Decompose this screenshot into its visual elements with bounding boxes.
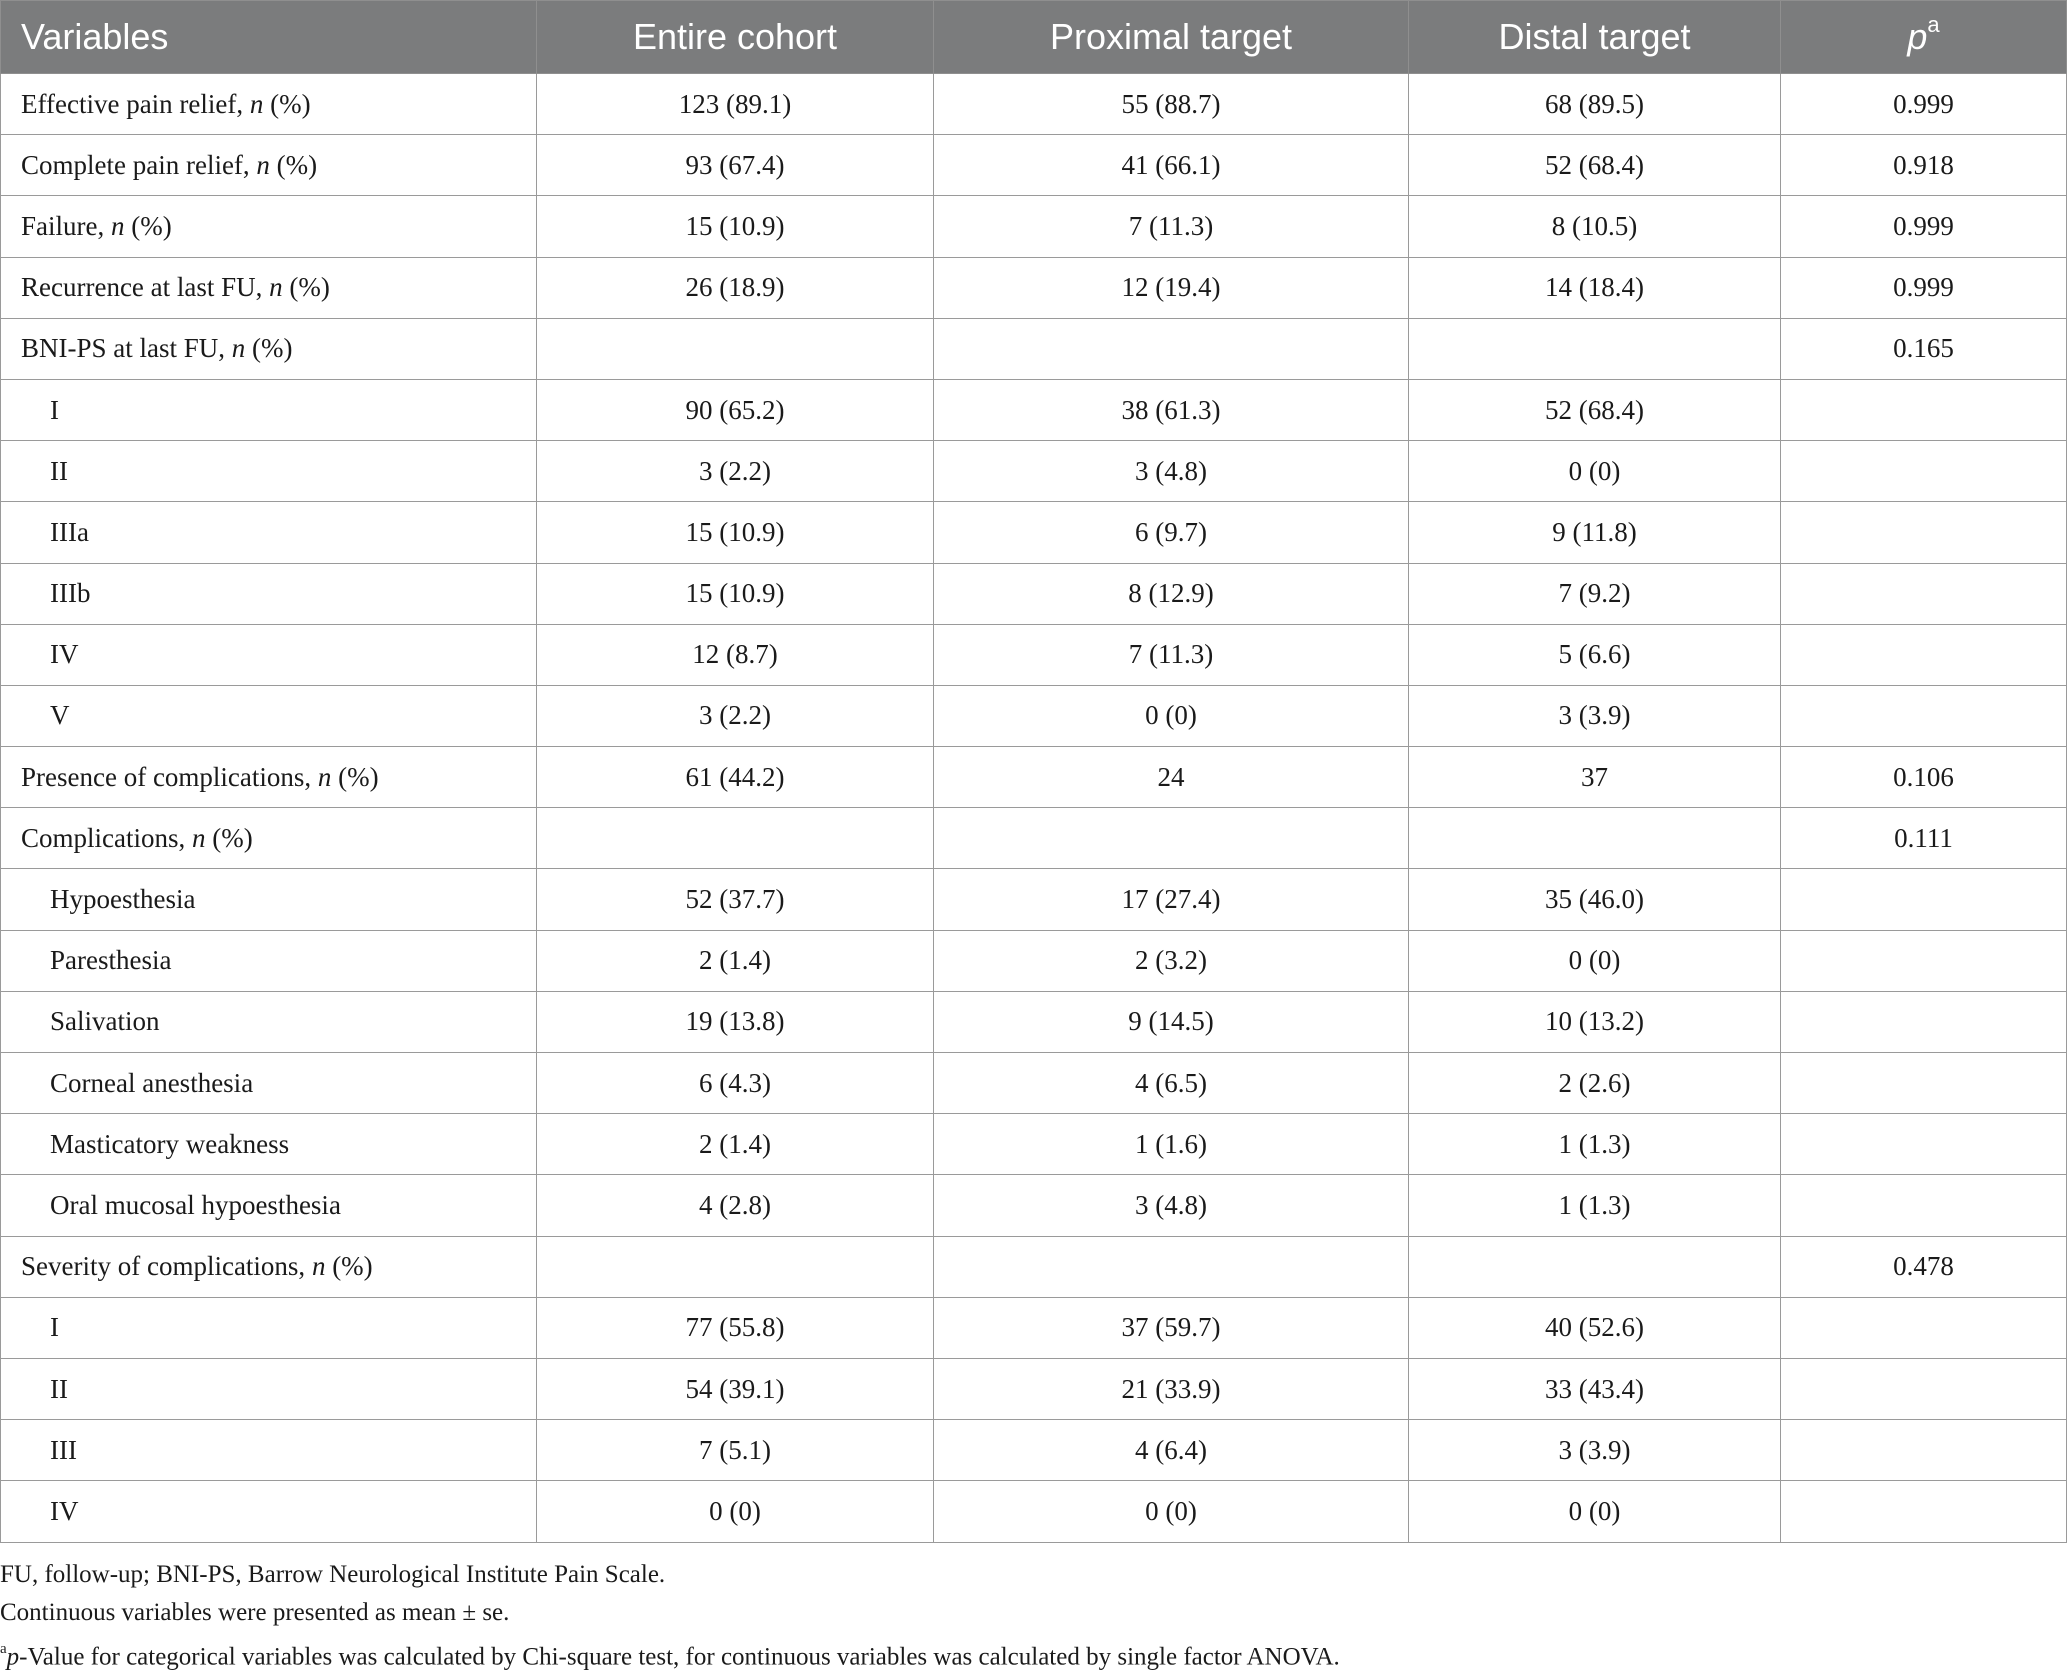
variable-unit: (%) xyxy=(124,210,172,241)
table-row xyxy=(1,563,2067,624)
cell-distal-target: 0 (0) xyxy=(1409,441,1781,502)
table-row xyxy=(1,1053,2067,1114)
table-row xyxy=(1,379,2067,440)
cell-variable xyxy=(1,1175,537,1236)
cell-entire-cohort: 54 (39.1) xyxy=(537,1358,934,1419)
variable-unit: (%) xyxy=(325,1251,373,1282)
cell-p-value: 0.106 xyxy=(1781,747,2067,808)
variable-unit: (%) xyxy=(269,149,318,180)
cell-variable xyxy=(1,135,537,196)
cell-p-value xyxy=(1781,991,2067,1052)
cell-p-value xyxy=(1781,379,2067,440)
cell-entire-cohort: 90 (65.2) xyxy=(537,379,934,440)
table-row xyxy=(1,624,2067,685)
cell-p-value xyxy=(1781,1358,2067,1419)
cell-entire-cohort xyxy=(537,808,934,869)
cell-variable xyxy=(1,563,537,624)
table-row xyxy=(1,747,2067,808)
cell-entire-cohort: 0 (0) xyxy=(537,1481,934,1542)
cell-p-value xyxy=(1781,441,2067,502)
variable-label: IIIb xyxy=(50,578,91,609)
cell-p-value xyxy=(1781,563,2067,624)
variable-label: Hypoesthesia xyxy=(50,884,196,915)
variable-label: Corneal anesthesia xyxy=(50,1067,254,1098)
cell-entire-cohort: 123 (89.1) xyxy=(537,74,934,135)
cell-entire-cohort: 12 (8.7) xyxy=(537,624,934,685)
cell-variable xyxy=(1,624,537,685)
table-row xyxy=(1,1358,2067,1419)
cell-p-value: 0.111 xyxy=(1781,808,2067,869)
cell-p-value xyxy=(1781,1481,2067,1542)
cell-distal-target: 5 (6.6) xyxy=(1409,624,1781,685)
variable-label: BNI-PS at last FU, xyxy=(21,333,232,364)
cell-distal-target: 0 (0) xyxy=(1409,1481,1781,1542)
variable-unit: (%) xyxy=(282,272,330,303)
cell-entire-cohort: 61 (44.2) xyxy=(537,747,934,808)
variable-n-symbol: n xyxy=(311,1251,326,1282)
cell-variable xyxy=(1,808,537,869)
header-distal-target: Distal target xyxy=(1409,1,1781,74)
cell-entire-cohort: 2 (1.4) xyxy=(537,1114,934,1175)
cell-proximal-target: 3 (4.8) xyxy=(934,1175,1409,1236)
cell-proximal-target: 3 (4.8) xyxy=(934,441,1409,502)
cell-proximal-target: 7 (11.3) xyxy=(934,196,1409,257)
header-variables: Variables xyxy=(1,1,537,74)
variable-n-symbol: n xyxy=(317,761,332,792)
table-footnotes xyxy=(0,1556,1340,1676)
cell-distal-target: 1 (1.3) xyxy=(1409,1175,1781,1236)
cell-variable xyxy=(1,257,537,318)
cell-proximal-target: 6 (9.7) xyxy=(934,502,1409,563)
variable-label: Effective pain relief, xyxy=(21,88,250,119)
footnote-superscript: a xyxy=(0,1641,7,1657)
cell-variable xyxy=(1,1481,537,1542)
table-row xyxy=(1,1236,2067,1297)
footnote-p-label: p xyxy=(6,1643,20,1671)
table-row xyxy=(1,991,2067,1052)
cell-distal-target: 3 (3.9) xyxy=(1409,685,1781,746)
cell-entire-cohort: 52 (37.7) xyxy=(537,869,934,930)
cell-entire-cohort: 77 (55.8) xyxy=(537,1297,934,1358)
variable-unit: (%) xyxy=(205,822,253,853)
cell-distal-target: 68 (89.5) xyxy=(1409,74,1781,135)
cell-p-value: 0.999 xyxy=(1781,257,2067,318)
cell-proximal-target xyxy=(934,1236,1409,1297)
header-proximal-target: Proximal target xyxy=(934,1,1409,74)
cell-proximal-target: 38 (61.3) xyxy=(934,379,1409,440)
variable-label: Failure, xyxy=(21,210,111,241)
cell-proximal-target: 12 (19.4) xyxy=(934,257,1409,318)
variable-label: Recurrence at last FU, xyxy=(21,272,270,303)
cell-distal-target: 3 (3.9) xyxy=(1409,1420,1781,1481)
variable-n-symbol: n xyxy=(269,272,283,303)
cell-p-value xyxy=(1781,502,2067,563)
cell-variable xyxy=(1,869,537,930)
table-row xyxy=(1,869,2067,930)
cell-proximal-target: 2 (3.2) xyxy=(934,930,1409,991)
cell-entire-cohort xyxy=(537,318,934,379)
cell-proximal-target: 24 xyxy=(934,747,1409,808)
cell-variable xyxy=(1,74,537,135)
cell-proximal-target: 4 (6.4) xyxy=(934,1420,1409,1481)
cell-variable xyxy=(1,1053,537,1114)
variable-n-symbol: n xyxy=(110,210,125,241)
table-row xyxy=(1,502,2067,563)
cell-variable xyxy=(1,502,537,563)
cell-distal-target: 8 (10.5) xyxy=(1409,196,1781,257)
cell-entire-cohort: 6 (4.3) xyxy=(537,1053,934,1114)
cell-distal-target: 10 (13.2) xyxy=(1409,991,1781,1052)
header-p-value xyxy=(1781,1,2067,74)
cell-distal-target xyxy=(1409,808,1781,869)
variable-label: Salivation xyxy=(50,1006,160,1037)
cell-p-value xyxy=(1781,1297,2067,1358)
cell-entire-cohort: 3 (2.2) xyxy=(537,441,934,502)
table-row xyxy=(1,1297,2067,1358)
cell-variable xyxy=(1,685,537,746)
cell-distal-target: 52 (68.4) xyxy=(1409,379,1781,440)
variable-label: Severity of complications, xyxy=(21,1251,312,1282)
cell-p-value xyxy=(1781,869,2067,930)
cell-variable xyxy=(1,379,537,440)
cell-distal-target: 9 (11.8) xyxy=(1409,502,1781,563)
cell-proximal-target: 7 (11.3) xyxy=(934,624,1409,685)
cell-variable xyxy=(1,1297,537,1358)
cell-proximal-target: 37 (59.7) xyxy=(934,1297,1409,1358)
cell-variable xyxy=(1,1358,537,1419)
cell-p-value: 0.999 xyxy=(1781,196,2067,257)
variable-label: I xyxy=(50,394,59,425)
cell-variable xyxy=(1,1420,537,1481)
variable-unit: (%) xyxy=(331,761,379,792)
cell-proximal-target: 17 (27.4) xyxy=(934,869,1409,930)
cell-proximal-target: 21 (33.9) xyxy=(934,1358,1409,1419)
cell-entire-cohort: 15 (10.9) xyxy=(537,563,934,624)
cell-distal-target: 52 (68.4) xyxy=(1409,135,1781,196)
variable-label: V xyxy=(50,700,70,731)
variable-label: Oral mucosal hypoesthesia xyxy=(50,1189,341,1220)
table-body xyxy=(1,74,2067,1543)
cell-variable xyxy=(1,1114,537,1175)
cell-proximal-target: 9 (14.5) xyxy=(934,991,1409,1052)
table-row xyxy=(1,1114,2067,1175)
footnote-continuous: Continuous variables were presented as mean ± se. xyxy=(0,1599,510,1626)
variable-label: I xyxy=(50,1312,59,1343)
cell-p-value: 0.478 xyxy=(1781,1236,2067,1297)
header-p-label: p xyxy=(1907,16,1928,57)
cell-distal-target: 40 (52.6) xyxy=(1409,1297,1781,1358)
variable-n-symbol: n xyxy=(231,333,246,364)
cell-entire-cohort: 7 (5.1) xyxy=(537,1420,934,1481)
cell-proximal-target: 1 (1.6) xyxy=(934,1114,1409,1175)
table-row xyxy=(1,135,2067,196)
cell-variable xyxy=(1,196,537,257)
cell-p-value xyxy=(1781,1053,2067,1114)
cell-entire-cohort xyxy=(537,1236,934,1297)
cell-distal-target: 14 (18.4) xyxy=(1409,257,1781,318)
header-entire-cohort: Entire cohort xyxy=(537,1,934,74)
table-row xyxy=(1,1481,2067,1542)
cell-p-value: 0.165 xyxy=(1781,318,2067,379)
cell-distal-target: 35 (46.0) xyxy=(1409,869,1781,930)
table-row xyxy=(1,257,2067,318)
variable-label: IV xyxy=(50,639,79,670)
table-row xyxy=(1,196,2067,257)
cell-p-value xyxy=(1781,624,2067,685)
variable-label: Masticatory weakness xyxy=(50,1128,290,1159)
cell-variable xyxy=(1,318,537,379)
cell-entire-cohort: 15 (10.9) xyxy=(537,196,934,257)
cell-distal-target: 1 (1.3) xyxy=(1409,1114,1781,1175)
cell-variable xyxy=(1,441,537,502)
cell-distal-target: 0 (0) xyxy=(1409,930,1781,991)
variable-label: Presence of complications, xyxy=(21,761,318,792)
cell-entire-cohort: 19 (13.8) xyxy=(537,991,934,1052)
cell-p-value: 0.918 xyxy=(1781,135,2067,196)
footnote-test-note xyxy=(0,1632,1340,1676)
cell-distal-target: 7 (9.2) xyxy=(1409,563,1781,624)
variable-unit: (%) xyxy=(245,333,293,364)
cell-distal-target xyxy=(1409,318,1781,379)
cell-variable xyxy=(1,1236,537,1297)
table-row xyxy=(1,1420,2067,1481)
cell-variable xyxy=(1,747,537,808)
variable-label: Paresthesia xyxy=(50,945,172,976)
cell-proximal-target xyxy=(934,808,1409,869)
table-row xyxy=(1,1175,2067,1236)
cell-p-value xyxy=(1781,685,2067,746)
cell-distal-target: 33 (43.4) xyxy=(1409,1358,1781,1419)
cell-proximal-target: 55 (88.7) xyxy=(934,74,1409,135)
cell-proximal-target: 8 (12.9) xyxy=(934,563,1409,624)
cell-variable xyxy=(1,991,537,1052)
variable-n-symbol: n xyxy=(192,822,206,853)
variable-n-symbol: n xyxy=(256,149,270,180)
variable-label: Complications, xyxy=(21,822,192,853)
cell-entire-cohort: 2 (1.4) xyxy=(537,930,934,991)
cell-proximal-target: 0 (0) xyxy=(934,1481,1409,1542)
variable-label: II xyxy=(50,455,68,486)
cell-distal-target xyxy=(1409,1236,1781,1297)
variable-unit: (%) xyxy=(263,88,311,119)
table-row xyxy=(1,441,2067,502)
table-row xyxy=(1,74,2067,135)
cell-p-value: 0.999 xyxy=(1781,74,2067,135)
cell-p-value xyxy=(1781,1175,2067,1236)
cell-variable xyxy=(1,930,537,991)
cell-entire-cohort: 3 (2.2) xyxy=(537,685,934,746)
cell-p-value xyxy=(1781,1420,2067,1481)
cell-proximal-target xyxy=(934,318,1409,379)
variable-label: II xyxy=(50,1373,68,1404)
cell-distal-target: 2 (2.6) xyxy=(1409,1053,1781,1114)
variable-label: IIIa xyxy=(50,516,89,547)
footnote-abbreviations: FU, follow-up; BNI-PS, Barrow Neurological Institute Pain Scale. xyxy=(0,1561,666,1588)
variable-label: Complete pain relief, xyxy=(21,149,257,180)
cell-entire-cohort: 4 (2.8) xyxy=(537,1175,934,1236)
cell-p-value xyxy=(1781,930,2067,991)
table-row xyxy=(1,808,2067,869)
variable-label: IV xyxy=(50,1495,79,1526)
footnote-text: -Value for categorical variables was calculated by Chi-square test, for continuous variables was calculated by single factor ANOVA. xyxy=(19,1643,1340,1671)
cell-entire-cohort: 15 (10.9) xyxy=(537,502,934,563)
table-row xyxy=(1,685,2067,746)
cell-proximal-target: 41 (66.1) xyxy=(934,135,1409,196)
cell-p-value xyxy=(1781,1114,2067,1175)
cell-proximal-target: 4 (6.5) xyxy=(934,1053,1409,1114)
table-row xyxy=(1,318,2067,379)
cell-entire-cohort: 26 (18.9) xyxy=(537,257,934,318)
variable-label: III xyxy=(50,1434,77,1465)
cell-distal-target: 37 xyxy=(1409,747,1781,808)
cell-entire-cohort: 93 (67.4) xyxy=(537,135,934,196)
variable-n-symbol: n xyxy=(249,88,264,119)
cell-proximal-target: 0 (0) xyxy=(934,685,1409,746)
table-header-row xyxy=(1,1,2067,74)
header-p-superscript: a xyxy=(1927,12,1940,37)
table-row xyxy=(1,930,2067,991)
